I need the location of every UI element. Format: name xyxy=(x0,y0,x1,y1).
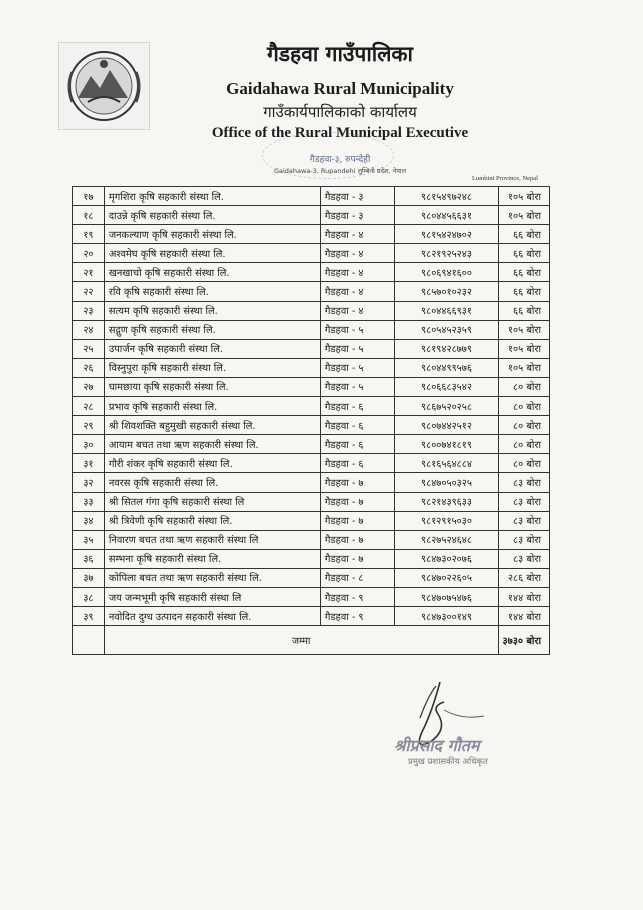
allocation-amount: ८३ बोरा xyxy=(498,492,549,511)
ward-number: गैडहवा - ६ xyxy=(320,416,395,435)
ward-number: गैडहवा - ७ xyxy=(320,549,395,568)
allocation-amount: १०५ बोरा xyxy=(498,187,549,206)
total-label: जम्मा xyxy=(104,626,498,655)
allocation-amount: ६६ बोरा xyxy=(498,282,549,301)
phone-number: ९८२७५२४६४८ xyxy=(395,530,498,549)
serial-number: ३९ xyxy=(73,607,105,626)
allocation-amount: १०५ बोरा xyxy=(498,358,549,377)
cooperative-name: दाउन्ने कृषि सहकारी संस्था लि. xyxy=(104,206,320,225)
table-row xyxy=(73,282,550,301)
ward-number: गैडहवा - ७ xyxy=(320,492,395,511)
phone-number: ९८१९४२८७७९ xyxy=(395,339,498,358)
allocation-amount: ६६ बोरा xyxy=(498,244,549,263)
province-label: Lumbini Province, Nepal xyxy=(472,175,538,182)
office-name-english: Office of the Rural Municipal Executive xyxy=(211,125,469,141)
phone-number: ९८५७०१०२३२ xyxy=(395,282,498,301)
phone-number: ९८०४४५६६३१ xyxy=(395,206,498,225)
serial-number: ३५ xyxy=(73,530,105,549)
allocation-amount: १०५ बोरा xyxy=(498,339,549,358)
serial-number: ३६ xyxy=(73,549,105,568)
cooperative-name: उपार्जन कृषि सहकारी संस्था लि. xyxy=(104,339,320,358)
ward-number: गैडहवा - ९ xyxy=(320,587,395,606)
table-row xyxy=(73,187,550,206)
cooperative-name: आयाम बचत तथा ऋण सहकारी संस्था लि. xyxy=(104,435,320,454)
phone-number: ९८०४४९९५७६ xyxy=(395,358,498,377)
table-row xyxy=(73,320,550,339)
ward-number: गैडहवा - ६ xyxy=(320,454,395,473)
ward-number: गैडहवा - ५ xyxy=(320,358,395,377)
table-row xyxy=(73,225,550,244)
cooperative-name: श्री सितल गंगा कृषि सहकारी संस्था लि xyxy=(104,492,320,511)
serial-number: ३१ xyxy=(73,454,105,473)
table-row xyxy=(73,358,550,377)
phone-number: ९८४७०७५४७६ xyxy=(395,587,498,606)
allocation-amount: ८३ बोरा xyxy=(498,473,549,492)
ward-number: गैडहवा - ६ xyxy=(320,397,395,416)
cooperative-name: रवि कृषि सहकारी संस्था लि. xyxy=(104,282,320,301)
serial-number: ३२ xyxy=(73,473,105,492)
allocation-amount: १४४ बोरा xyxy=(498,607,549,626)
cooperative-name: कोपिला बचत तथा ऋण सहकारी संस्था लि. xyxy=(104,568,320,587)
serial-number: १९ xyxy=(73,225,105,244)
cooperative-name: श्री त्रिवेणी कृषि सहकारी संस्था लि. xyxy=(104,511,320,530)
table-row xyxy=(73,416,550,435)
allocation-amount: ६६ बोरा xyxy=(498,225,549,244)
cooperative-table xyxy=(72,186,550,655)
allocation-amount: ८० बोरा xyxy=(498,435,549,454)
ward-number: गैडहवा - ४ xyxy=(320,263,395,282)
table-row xyxy=(73,339,550,358)
allocation-amount: ८० बोरा xyxy=(498,454,549,473)
serial-number: २० xyxy=(73,244,105,263)
municipality-emblem xyxy=(58,42,150,130)
ward-number: गैडहवा - ४ xyxy=(320,244,395,263)
cooperative-name: सम्भना कृषि सहकारी संस्था लि. xyxy=(104,549,320,568)
serial-number: ३८ xyxy=(73,587,105,606)
cooperative-name: प्रभाव कृषि सहकारी संस्था लि. xyxy=(104,397,320,416)
serial-number: ३३ xyxy=(73,492,105,511)
phone-number: ९८४७०५०३२५ xyxy=(395,473,498,492)
table-row xyxy=(73,587,550,606)
phone-number: ९८०६६८३५४२ xyxy=(395,377,498,396)
ward-number: गैडहवा - ३ xyxy=(320,206,395,225)
phone-number: ९८००७४१८१९ xyxy=(395,435,498,454)
ward-number: गैडहवा - ५ xyxy=(320,320,395,339)
serial-number: २८ xyxy=(73,397,105,416)
allocation-amount: २८६ बोरा xyxy=(498,568,549,587)
ward-number: गैडहवा - ५ xyxy=(320,339,395,358)
total-blank xyxy=(73,626,105,655)
table-row xyxy=(73,549,550,568)
table-row xyxy=(73,530,550,549)
table-row xyxy=(73,607,550,626)
cooperative-name: जय जन्मभूमी कृषि सहकारी संस्था लि xyxy=(104,587,320,606)
phone-number: ९८१६५६४८८४ xyxy=(395,454,498,473)
table-row xyxy=(73,568,550,587)
phone-number: ९८२१४३९६३३ xyxy=(395,492,498,511)
serial-number: ३७ xyxy=(73,568,105,587)
phone-number: ९८०७४४२५१२ xyxy=(395,416,498,435)
serial-number: २६ xyxy=(73,358,105,377)
cooperative-name: अश्वमेघ कृषि सहकारी संस्था लि. xyxy=(104,244,320,263)
allocation-amount: १४४ बोरा xyxy=(498,587,549,606)
table-row xyxy=(73,397,550,416)
table-row xyxy=(73,435,550,454)
cooperative-name: सद्गुण कृषि सहकारी संस्था लि. xyxy=(104,320,320,339)
serial-number: ३४ xyxy=(73,511,105,530)
ward-number: गैडहवा - ९ xyxy=(320,607,395,626)
cooperative-name: मृगशिरा कृषि सहकारी संस्था लि. xyxy=(104,187,320,206)
office-name-nepali: गाउँकार्यपालिकाको कार्यालय xyxy=(263,103,417,121)
cooperative-name: घामछाया कृषि सहकारी संस्था लि. xyxy=(104,377,320,396)
serial-number: ३० xyxy=(73,435,105,454)
ward-number: गैडहवा - ६ xyxy=(320,435,395,454)
signatory-title: प्रमुख प्रशासकीय अधिकृत xyxy=(408,757,488,767)
cooperative-name: खनखाचो कृषि सहकारी संस्था लि. xyxy=(104,263,320,282)
allocation-amount: ६६ बोरा xyxy=(498,263,549,282)
allocation-amount: १०५ बोरा xyxy=(498,320,549,339)
ward-number: गैडहवा - ४ xyxy=(320,225,395,244)
cooperative-name: नवोदित दुग्ध उत्पादन सहकारी संस्था लि. xyxy=(104,607,320,626)
table-row xyxy=(73,454,550,473)
cooperative-name: सत्यम कृषि सहकारी संस्था लि. xyxy=(104,301,320,320)
ward-number: गैडहवा - ४ xyxy=(320,301,395,320)
phone-number: ९८१५४९७२४८ xyxy=(395,187,498,206)
serial-number: २५ xyxy=(73,339,105,358)
allocation-amount: ८० बोरा xyxy=(498,377,549,396)
serial-number: २३ xyxy=(73,301,105,320)
ward-number: गैडहवा - ७ xyxy=(320,530,395,549)
signature-scribble xyxy=(392,672,532,792)
total-row xyxy=(73,626,550,655)
cooperative-name: विस्नुपुरा कृषि सहकारी संस्था लि. xyxy=(104,358,320,377)
phone-number: ९८०५४५२३५९ xyxy=(395,320,498,339)
cooperative-name: निवारण बचत तथा ऋण सहकारी संस्था लि xyxy=(104,530,320,549)
allocation-amount: ८३ बोरा xyxy=(498,530,549,549)
table-row xyxy=(73,473,550,492)
ward-number: गैडहवा - ७ xyxy=(320,511,395,530)
phone-number: ९८०४४६६९३१ xyxy=(395,301,498,320)
allocation-amount: ८३ बोरा xyxy=(498,511,549,530)
address-detail: Gaidahawa-3, Rupandehi लुम्बिनी प्रदेश, नेपाल xyxy=(273,167,406,175)
cooperative-name: श्री शिवशक्ति बहुमुखी सहकारी संस्था लि. xyxy=(104,416,320,435)
serial-number: २९ xyxy=(73,416,105,435)
serial-number: २४ xyxy=(73,320,105,339)
serial-number: १८ xyxy=(73,206,105,225)
table-row xyxy=(73,492,550,511)
table-row xyxy=(73,511,550,530)
ward-number: गैडहवा - ८ xyxy=(320,568,395,587)
allocation-amount: १०५ बोरा xyxy=(498,206,549,225)
municipality-name-nepali: गैडहवा गाउँपालिका xyxy=(266,41,413,66)
cooperative-name: जनकल्याण कृषि सहकारी संस्था लि. xyxy=(104,225,320,244)
table-row xyxy=(73,206,550,225)
allocation-amount: ८० बोरा xyxy=(498,397,549,416)
phone-number: ९८१२९१५०३० xyxy=(395,511,498,530)
cooperative-name: गौरी शंकर कृषि सहकारी संस्था लि. xyxy=(104,454,320,473)
serial-number: २२ xyxy=(73,282,105,301)
ward-number: गैडहवा - ३ xyxy=(320,187,395,206)
phone-number: ९८०६९४१६०० xyxy=(395,263,498,282)
phone-number: ९८२१९२५२४३ xyxy=(395,244,498,263)
serial-number: १७ xyxy=(73,187,105,206)
phone-number: ९८४७३०२०७६ xyxy=(395,549,498,568)
phone-number: ९८१५४२४७०२ xyxy=(395,225,498,244)
allocation-amount: ६६ बोरा xyxy=(498,301,549,320)
address-nepali: गैडहवा-३, रुपन्देही xyxy=(309,155,371,165)
table-row xyxy=(73,244,550,263)
table-row xyxy=(73,377,550,396)
serial-number: २१ xyxy=(73,263,105,282)
cooperative-name: नवरस कृषि सहकारी संस्था लि. xyxy=(104,473,320,492)
allocation-amount: ८३ बोरा xyxy=(498,549,549,568)
ward-number: गैडहवा - ४ xyxy=(320,282,395,301)
table-row xyxy=(73,301,550,320)
ward-number: गैडहवा - ७ xyxy=(320,473,395,492)
municipality-name-english: Gaidahawa Rural Municipality xyxy=(226,79,454,98)
phone-number: ९८४७०२२६०५ xyxy=(395,568,498,587)
ward-number: गैडहवा - ५ xyxy=(320,377,395,396)
signatory-name: श्रीप्रसाद गौतम xyxy=(394,736,480,755)
phone-number: ९८४७३००१४९ xyxy=(395,607,498,626)
allocation-amount: ८० बोरा xyxy=(498,416,549,435)
total-amount: ३७३० बोरा xyxy=(498,626,549,655)
serial-number: २७ xyxy=(73,377,105,396)
phone-number: ९८६७५२०२५८ xyxy=(395,397,498,416)
table-row xyxy=(73,263,550,282)
